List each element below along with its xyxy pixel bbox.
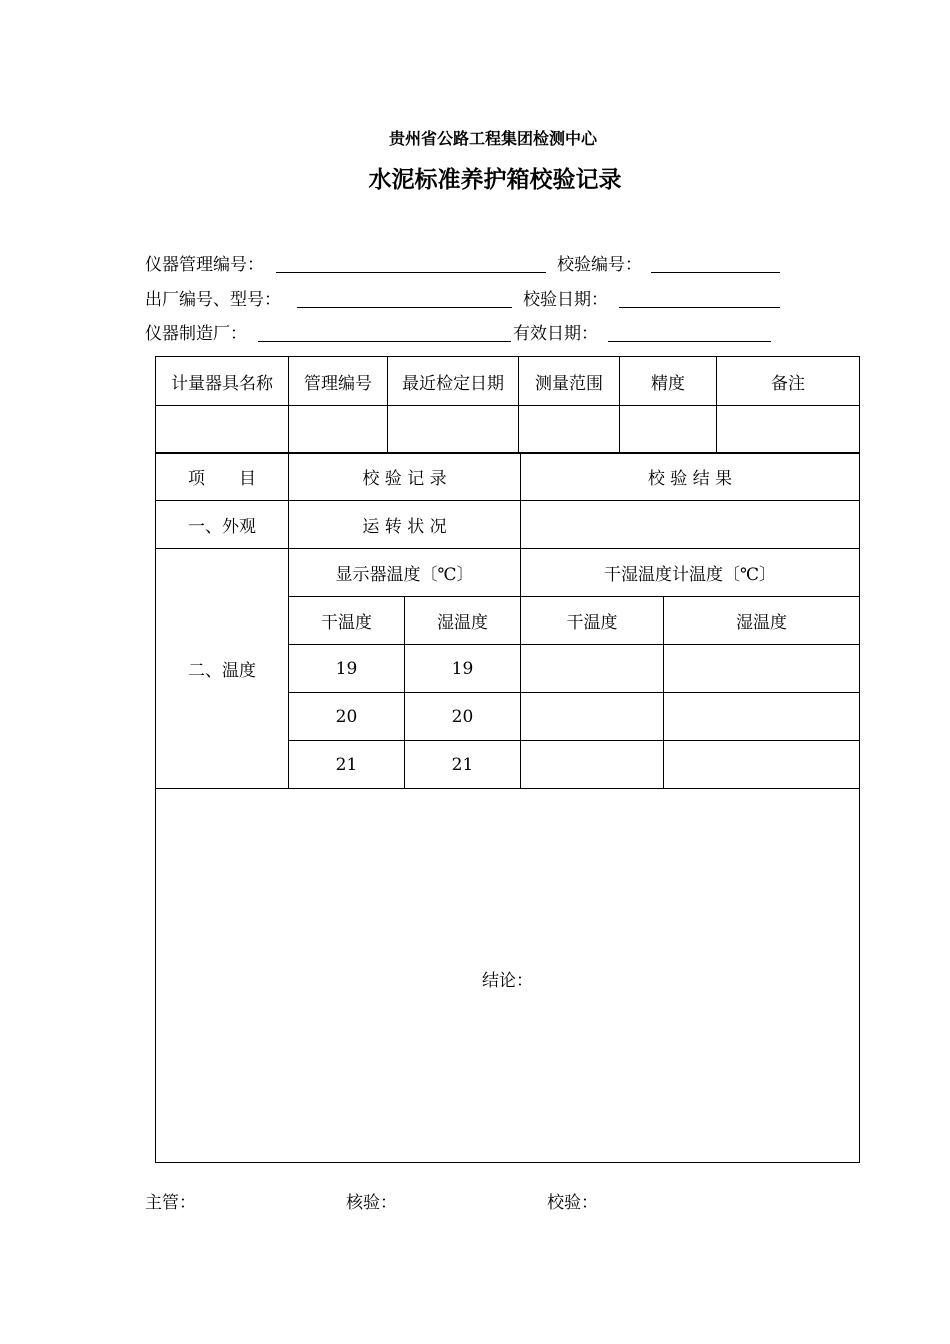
header-precision: 精度	[620, 357, 717, 406]
cell-precision[interactable]	[620, 406, 717, 454]
cell-remarks[interactable]	[717, 406, 860, 454]
hygro-dry-header: 干温度	[521, 597, 664, 645]
display-wet-value: 19	[405, 645, 521, 693]
record-table	[155, 452, 860, 1163]
header-measurement-range: 测量范围	[519, 357, 620, 406]
temperature-item: 二、温度	[156, 549, 289, 789]
valid-date-label: 有效日期：	[513, 324, 598, 344]
valid-date-field[interactable]	[608, 341, 771, 342]
appearance-item: 一、外观	[156, 501, 289, 549]
calibrator-signature-label: 校验：	[547, 1193, 598, 1213]
manufacturer-field[interactable]	[258, 341, 511, 342]
col-record-header: 校 验 记 录	[289, 453, 521, 501]
display-wet-header: 湿温度	[405, 597, 521, 645]
checker-signature-label: 核验：	[346, 1193, 397, 1213]
cell-management-no[interactable]	[289, 406, 388, 454]
hygro-wet-cell[interactable]	[664, 741, 860, 789]
hygro-wet-header: 湿温度	[664, 597, 860, 645]
hygro-wet-cell[interactable]	[664, 693, 860, 741]
cell-measurement-range[interactable]	[519, 406, 620, 454]
instrument-no-label: 仪器管理编号：	[145, 255, 264, 275]
calibration-date-label: 校验日期：	[523, 290, 608, 310]
factory-no-field[interactable]	[297, 307, 512, 308]
appearance-result-cell[interactable]	[521, 501, 860, 549]
display-wet-value: 21	[405, 741, 521, 789]
organization-name: 贵州省公路工程集团检测中心	[388, 129, 597, 148]
header-management-no: 管理编号	[289, 357, 388, 406]
calibration-date-field[interactable]	[619, 307, 780, 308]
instrument-table	[155, 356, 860, 454]
display-dry-value: 19	[289, 645, 405, 693]
factory-no-label: 出厂编号、型号：	[145, 290, 281, 310]
hygro-wet-cell[interactable]	[664, 645, 860, 693]
display-wet-value: 20	[405, 693, 521, 741]
conclusion-label: 结论：	[482, 971, 533, 991]
calibration-no-field[interactable]	[651, 272, 780, 273]
instrument-no-field[interactable]	[276, 272, 546, 273]
header-instrument-name: 计量器具名称	[156, 357, 289, 406]
manufacturer-label: 仪器制造厂：	[145, 324, 247, 344]
hygro-dry-cell[interactable]	[521, 693, 664, 741]
header-remarks: 备注	[717, 357, 860, 406]
hygro-dry-cell[interactable]	[521, 645, 664, 693]
document-title: 水泥标准养护箱校验记录	[368, 167, 622, 193]
supervisor-signature-label: 主管：	[145, 1193, 196, 1213]
cell-instrument-name[interactable]	[156, 406, 289, 454]
display-temp-header: 显示器温度〔℃〕	[289, 549, 521, 597]
display-dry-value: 20	[289, 693, 405, 741]
hygro-dry-cell[interactable]	[521, 741, 664, 789]
cell-last-verification-date[interactable]	[388, 406, 519, 454]
header-last-verification-date: 最近检定日期	[388, 357, 519, 406]
col-item-header: 项 目	[156, 453, 289, 501]
display-dry-header: 干温度	[289, 597, 405, 645]
appearance-record: 运 转 状 况	[289, 501, 521, 549]
hygro-temp-header: 干湿温度计温度〔℃〕	[521, 549, 860, 597]
col-result-header: 校 验 结 果	[521, 453, 860, 501]
conclusion-area[interactable]	[156, 789, 860, 1163]
display-dry-value: 21	[289, 741, 405, 789]
calibration-no-label: 校验编号：	[557, 255, 642, 275]
